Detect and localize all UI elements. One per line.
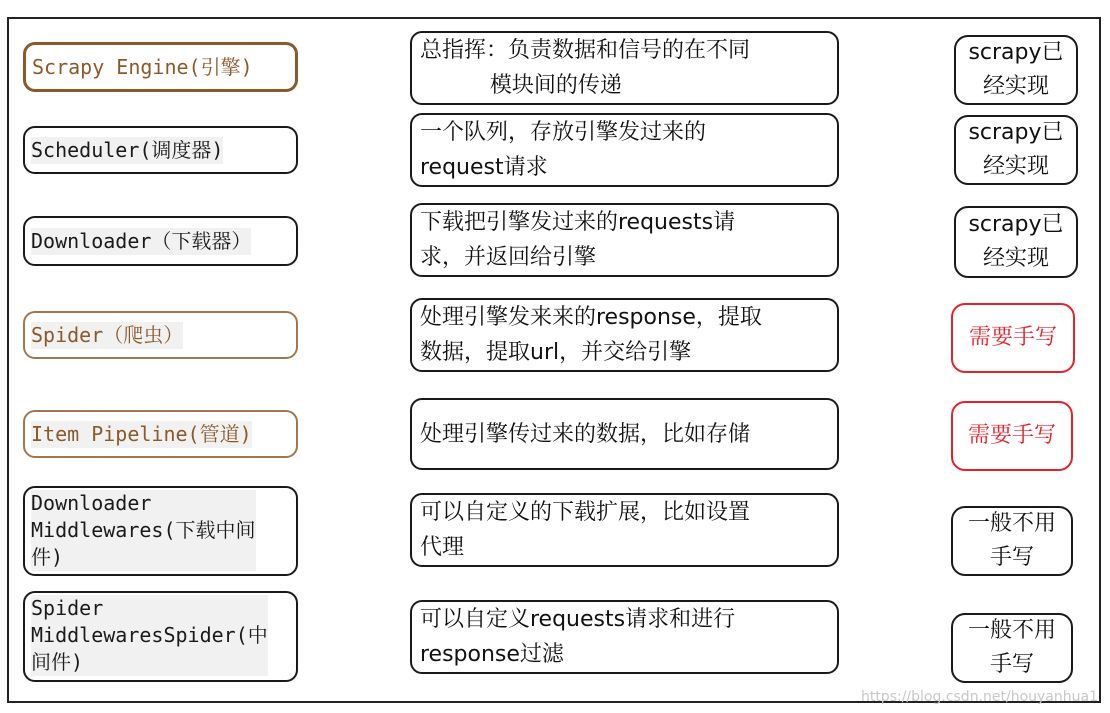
component-item-pipeline	[23, 410, 298, 458]
component-downloader	[23, 216, 298, 266]
status-spider-middlewares	[951, 613, 1073, 683]
watermark: https://blog.csdn.net/houyanhua1	[860, 689, 1098, 705]
description-text: 处理引擎发来来的response，提取 数据，提取url，并交给引擎	[420, 305, 762, 365]
description-text: 可以自定义的下载扩展，比如设置 代理	[420, 500, 751, 560]
component-label: Downloader（下载器）	[31, 228, 252, 253]
status-text: 需要手写	[968, 325, 1057, 350]
description-text: 下载把引擎发过来的requests请 求，并返回给引擎	[420, 210, 736, 270]
component-downloader-middlewares	[23, 486, 298, 576]
component-label: Spider MiddlewaresSpider(中 间件)	[31, 596, 268, 674]
description-downloader	[410, 203, 839, 277]
description-scrapy-engine	[410, 31, 839, 105]
status-downloader-middlewares	[951, 506, 1073, 576]
description-text: 总指挥：负责数据和信号的在不同 模块间的传递	[420, 38, 751, 98]
status-downloader	[954, 206, 1078, 278]
status-item-pipeline	[951, 401, 1073, 471]
description-text: 可以自定义requests请求和进行 response过滤	[420, 607, 736, 667]
description-text: 一个队列，存放引擎发过来的 request请求	[420, 120, 707, 180]
component-scheduler	[23, 126, 298, 174]
status-text: scrapy已 经实现	[968, 120, 1064, 179]
component-spider-middlewares	[23, 591, 298, 682]
status-text: scrapy已 经实现	[968, 40, 1064, 99]
status-text: 需要手写	[967, 423, 1056, 448]
component-label: Downloader Middlewares(下载中间 件)	[31, 491, 256, 569]
description-spider	[410, 298, 839, 372]
description-downloader-middlewares	[410, 493, 839, 567]
component-spider	[23, 311, 298, 359]
component-label: Spider（爬虫）	[31, 322, 184, 347]
status-scheduler	[954, 115, 1078, 185]
description-spider-middlewares	[410, 600, 839, 674]
description-text: 处理引擎传过来的数据，比如存储	[420, 421, 751, 447]
description-scheduler	[410, 113, 839, 187]
component-label: Item Pipeline(管道)	[31, 421, 252, 446]
status-text: 一般不用 手写	[967, 618, 1056, 677]
component-label: Scrapy Engine(引擎)	[32, 54, 253, 79]
description-item-pipeline	[410, 398, 839, 470]
status-text: scrapy已 经实现	[968, 212, 1064, 271]
status-scrapy-engine	[954, 35, 1078, 105]
status-spider	[951, 303, 1075, 373]
status-text: 一般不用 手写	[967, 511, 1056, 570]
component-label: Scheduler(调度器)	[31, 137, 224, 162]
component-scrapy-engine	[23, 42, 298, 92]
